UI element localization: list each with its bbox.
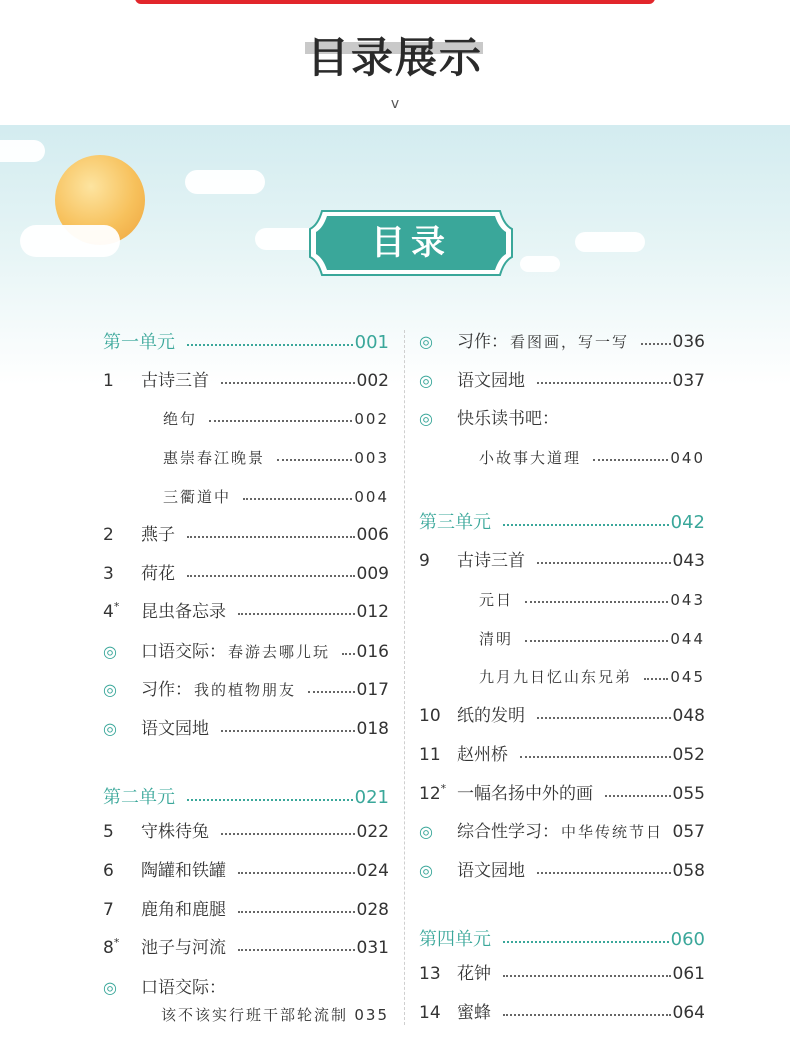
circle-bullet-icon: ◎ [419,371,433,390]
entry-title: 该不该实行班干部轮流制 [161,1006,349,1024]
dotted-leader [238,929,355,951]
toc-entry [419,856,705,886]
lesson-number: 3 [103,564,114,584]
toc-entry [103,714,389,744]
lesson-number: 4* [103,600,120,622]
entry-title: 语文园地 [457,861,525,881]
page-number: 040 [670,449,705,467]
entry-title: 惠崇春江晚景 [163,449,266,467]
dotted-leader [238,593,355,615]
entry-title: 纸的发明 [457,706,525,726]
dotted-leader [644,658,668,680]
entry-title: 古诗三首 [457,551,525,571]
page-number: 043 [672,551,705,571]
page-number: 048 [672,706,705,726]
optional-star: * [440,782,447,795]
dotted-leader [503,921,669,943]
cloud-illustration [520,256,560,272]
dotted-leader [525,581,668,603]
page-number: 009 [356,564,389,584]
entry-title: 花钟 [457,964,491,984]
circle-bullet-icon: ◎ [419,822,433,841]
entry-title: 蜜蜂 [457,1003,491,1023]
entry-title: 绝句 [163,410,198,428]
dotted-leader [503,994,671,1016]
page-number: 012 [356,602,389,622]
toc-entry [103,482,389,512]
optional-star: * [113,936,120,949]
entry-title: 鹿角和鹿腿 [141,900,226,920]
toc-entry [419,443,705,473]
page-number: 018 [356,719,389,739]
dotted-leader [605,775,671,797]
toc-entry [419,817,705,847]
toc-entry [419,585,705,615]
toc-entry [103,817,389,847]
page-number: 061 [672,964,705,984]
page-number: 057 [672,822,705,842]
top-red-bar [135,0,655,4]
circle-bullet-icon: ◎ [419,332,433,351]
circle-bullet-icon: ◎ [103,978,117,997]
lesson-number: 2 [103,525,114,545]
unit-heading [103,783,389,813]
dotted-leader [187,779,353,801]
dotted-leader [537,697,671,719]
toc-entry [419,624,705,654]
entry-title: 第四单元 [419,929,491,950]
toc-entry [419,327,705,357]
page-number: 024 [356,861,389,881]
circle-bullet-icon: ◎ [103,680,117,699]
page-number: 028 [356,900,389,920]
lesson-number: 9 [419,551,430,571]
toc-entry [103,366,389,396]
toc-badge-label: 目录 [371,223,451,263]
page-number: 001 [354,332,389,353]
entry-title: 池子与河流 [141,938,226,958]
dotted-leader [525,620,668,642]
dotted-leader [187,324,353,346]
dotted-leader [537,542,671,564]
dotted-leader [503,955,671,977]
lesson-number: 8* [103,936,120,958]
toc-entry [419,546,705,576]
lesson-number: 5 [103,822,114,842]
dotted-leader [238,891,355,913]
entry-title: 习作： 看图画，写一写 [457,332,630,352]
page-number: 055 [672,784,705,804]
toc-entry [103,895,389,925]
entry-title: 小故事大道理 [479,449,582,467]
cloud-illustration [0,140,45,162]
page-number: 058 [672,861,705,881]
circle-bullet-icon: ◎ [103,642,117,661]
toc-entry [103,933,389,963]
entry-title: 昆虫备忘录 [141,602,226,622]
entry-title: 清明 [479,630,514,648]
lesson-number: 10 [419,706,441,726]
toc-entry [419,740,705,770]
page-number: 060 [670,929,705,950]
unit-heading [419,925,705,955]
dotted-leader [243,478,352,500]
dotted-leader [187,516,355,538]
entry-title: 守株待兔 [141,822,209,842]
column-divider [404,330,405,1025]
dotted-leader [641,323,671,345]
entry-title: 陶罐和铁罐 [141,861,226,881]
toc-entry [103,404,389,434]
dotted-leader [537,852,671,874]
entry-subtitle: 春游去哪儿玩 [228,643,331,661]
circle-bullet-icon: ◎ [419,861,433,880]
toc-entry [103,675,389,705]
page-number: 052 [672,745,705,765]
optional-star: * [113,600,120,613]
cloud-illustration [20,225,120,257]
entry-title: 燕子 [141,525,175,545]
entry-title: 第二单元 [103,787,175,808]
page-number: 036 [672,332,705,352]
toc-entry [419,779,705,809]
lesson-number: 14 [419,1003,441,1023]
dotted-leader [308,671,355,693]
heading-block [0,28,790,88]
toc-entry [103,520,389,550]
lesson-number: 13 [419,964,441,984]
cloud-illustration [185,170,265,194]
toc-entry [103,597,389,627]
page-number: 042 [670,512,705,533]
entry-subtitle: 我的植物朋友 [194,681,297,699]
lesson-number: 12* [419,782,447,804]
entry-subtitle: 看图画，写一写 [510,333,630,351]
toc-entry [103,1000,389,1030]
page-number: 016 [356,642,389,662]
page-number: 045 [670,668,705,686]
chevron-down-icon: v [390,96,400,112]
page-number: 037 [672,371,705,391]
page-number: 031 [356,938,389,958]
entry-title: 三衢道中 [163,488,232,506]
lesson-number: 7 [103,900,114,920]
toc-entry [419,959,705,989]
dotted-leader [537,362,671,384]
entry-title: 语文园地 [457,371,525,391]
page-number: 002 [356,371,389,391]
entry-title: 元日 [479,591,514,609]
unit-heading [103,328,389,358]
dotted-leader [221,813,355,835]
entry-subtitle: 中华传统节日 [561,823,664,841]
page-number: 002 [354,410,389,428]
cloud-illustration [575,232,645,252]
dotted-leader [342,633,355,655]
entry-title: 第三单元 [419,512,491,533]
toc-entry [419,662,705,692]
page-number: 021 [354,787,389,808]
toc-entry [103,856,389,886]
dotted-leader [209,400,352,422]
page-number: 043 [670,591,705,609]
entry-title: 语文园地 [141,719,209,739]
toc-entry [419,701,705,731]
circle-bullet-icon: ◎ [419,409,433,428]
dotted-leader [277,439,352,461]
entry-title: 第一单元 [103,332,175,353]
dotted-leader [221,362,355,384]
toc-entry [103,559,389,589]
entry-title: 口语交际： 春游去哪儿玩 [141,642,331,662]
page-number: 035 [354,1006,389,1024]
dotted-leader [221,710,355,732]
page-title: 目录展示 [306,33,483,82]
entry-title: 口语交际： [141,978,226,998]
dotted-leader [593,439,668,461]
toc-entry [103,637,389,667]
dotted-leader [238,852,355,874]
entry-title: 一幅名扬中外的画 [457,784,593,804]
entry-title: 赵州桥 [457,745,508,765]
page-number: 003 [354,449,389,467]
toc-entry [103,973,389,1003]
entry-title: 快乐读书吧： [457,409,559,429]
lesson-number: 6 [103,861,114,881]
dotted-leader [503,504,669,526]
entry-title: 综合性学习： 中华传统节日 [457,822,664,842]
dotted-leader [187,555,355,577]
toc-entry [103,443,389,473]
entry-title: 九月九日忆山东兄弟 [479,668,633,686]
page-number: 044 [670,630,705,648]
page-number: 017 [356,680,389,700]
lesson-number: 11 [419,745,441,765]
entry-title: 古诗三首 [141,371,209,391]
toc-entry [419,998,705,1028]
page-number: 006 [356,525,389,545]
circle-bullet-icon: ◎ [103,719,117,738]
entry-title: 习作： 我的植物朋友 [141,680,297,700]
page-number: 064 [672,1003,705,1023]
dotted-leader [520,736,671,758]
toc-entry [419,366,705,396]
unit-heading [419,508,705,538]
toc-entry [419,404,705,434]
lesson-number: 1 [103,371,114,391]
page-number: 004 [354,488,389,506]
entry-title: 荷花 [141,564,175,584]
page-number: 022 [356,822,389,842]
